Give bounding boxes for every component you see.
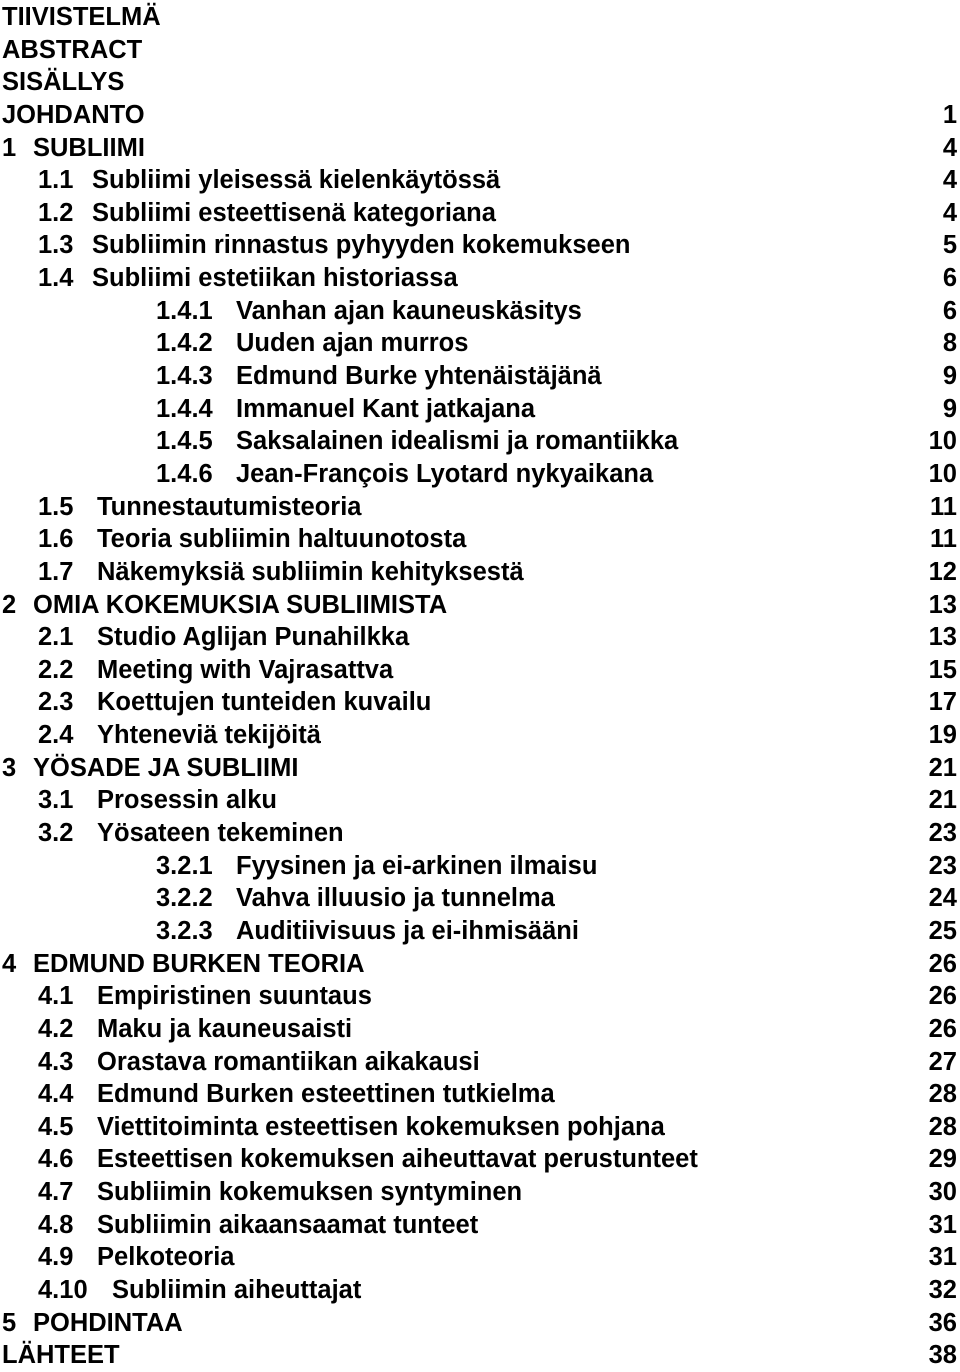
toc-entry-page-number: 13 [928,623,957,652]
toc-entry-page-number: 28 [928,1080,957,1109]
toc-entry-title: Pelkoteoria [97,1243,235,1272]
toc-entry [0,1078,960,1111]
toc-entry-page-number: 4 [942,133,957,162]
toc-entry-title: Edmund Burken esteettinen tutkielma [97,1080,555,1109]
toc-entry-title: POHDINTAA [33,1308,183,1337]
toc-entry [0,360,960,393]
toc-entry-number: 3.2 [38,819,74,848]
toc-entry-title: Koettujen tunteiden kuvailu [97,688,432,717]
toc-entry-page-number: 13 [928,590,957,619]
toc-entry [0,980,960,1013]
toc-entry-number: 1 [2,133,17,162]
toc-entry [0,393,960,426]
toc-entry-number: 4.1 [38,982,74,1011]
toc-entry-number: 1.4.3 [156,362,213,391]
toc-entry [0,556,960,589]
toc-entry [0,458,960,491]
toc-entry-title: Maku ja kauneusaisti [97,1014,353,1043]
toc-entry-number: 1.4 [38,264,74,293]
toc-entry [0,523,960,556]
toc-entry [0,719,960,752]
toc-entry [0,295,960,328]
toc-entry-title: JOHDANTO [2,100,145,129]
toc-entry [0,66,960,99]
toc-entry-page-number: 36 [928,1308,957,1337]
toc-entry-number: 4.4 [38,1080,74,1109]
toc-entry-page-number: 31 [928,1243,957,1272]
toc-entry [0,1046,960,1079]
toc-entry-title: ABSTRACT [2,35,143,64]
toc-entry [0,1274,960,1307]
toc-entry [0,99,960,132]
toc-entry-number: 4.2 [38,1014,74,1043]
toc-entry-page-number: 4 [942,198,957,227]
toc-entry [0,132,960,165]
toc-entry [0,784,960,817]
toc-entry-title: Esteettisen kokemuksen aiheuttavat perustunteet [97,1145,698,1174]
toc-entry-page-number: 30 [928,1178,957,1207]
toc-entry [0,850,960,883]
toc-entry-title: Yösateen tekeminen [97,819,344,848]
toc-entry [0,752,960,785]
toc-entry [0,882,960,915]
toc-entry-title: Vanhan ajan kauneuskäsitys [236,296,582,325]
toc-entry-title: Subliimin aikaansaamat tunteet [97,1210,479,1239]
toc-entry-page-number: 11 [930,492,957,521]
toc-entry-page-number: 17 [928,688,957,717]
toc-entry-page-number: 12 [928,557,957,586]
toc-entry-page-number: 26 [928,949,957,978]
toc-entry-page-number: 6 [942,296,957,325]
toc-entry-number: 3.2.2 [156,884,213,913]
toc-entry-page-number: 15 [928,655,957,684]
toc-entry-title: EDMUND BURKEN TEORIA [33,949,365,978]
toc-entry-title: TIIVISTELMÄ [2,3,161,31]
toc-entry [0,229,960,262]
toc-entry [0,1,960,34]
toc-entry-page-number: 38 [928,1341,957,1370]
toc-entry-number: 2 [2,590,17,619]
toc-entry-page-number: 23 [928,819,957,848]
toc-entry [0,1013,960,1046]
toc-entry-page-number: 9 [942,394,957,423]
toc-entry-number: 1.1 [38,166,74,195]
toc-entry-page-number: 28 [928,1112,957,1141]
toc-entry [0,621,960,654]
toc-entry-title: OMIA KOKEMUKSIA SUBLIIMISTA [33,590,448,619]
toc-entry-page-number: 8 [942,329,957,358]
toc-entry-number: 4.10 [38,1275,88,1304]
toc-entry-number: 4.7 [38,1178,74,1207]
toc-entry [0,1143,960,1176]
toc-entry [0,327,960,360]
toc-entry-title: Teoria subliimin haltuunotosta [97,525,467,554]
toc-entry-page-number: 25 [928,916,957,945]
toc-entry-title: Immanuel Kant jatkajana [236,394,536,423]
toc-entry-title: Tunnestautumisteoria [97,492,362,521]
toc-entry-title: Empiristinen suuntaus [97,982,372,1011]
toc-entry-page-number: 19 [928,721,957,750]
toc-entry [0,197,960,230]
toc-entry [0,1111,960,1144]
toc-entry-page-number: 27 [928,1047,957,1076]
toc-entry [0,915,960,948]
toc-entry-page-number: 11 [930,525,957,554]
toc-entry-number: 2.3 [38,688,74,717]
toc-entry [0,589,960,622]
toc-entry-title: Uuden ajan murros [236,329,469,358]
toc-entry-title: Subliimi estetiikan historiassa [92,264,458,293]
toc-entry-number: 1.4.4 [156,394,213,423]
toc-entry-page-number: 4 [942,166,957,195]
toc-entry-title: Subliimi yleisessä kielenkäytössä [92,166,501,195]
toc-entry-page-number: 5 [942,231,957,260]
toc-entry-title: Vahva illuusio ja tunnelma [236,884,555,913]
toc-entry-number: 5 [2,1308,17,1337]
toc-entry-number: 1.6 [38,525,74,554]
toc-entry-page-number: 21 [928,753,957,782]
toc-entry-number: 1.4.2 [156,329,213,358]
toc-entry-page-number: 9 [942,362,957,391]
toc-entry-page-number: 23 [928,851,957,880]
toc-entry-number: 3.2.1 [156,851,213,880]
toc-entry-number: 4.5 [38,1112,74,1141]
toc-entry-page-number: 10 [928,459,957,488]
toc-entry-number: 1.2 [38,198,74,227]
toc-entry-title: SISÄLLYS [2,68,125,97]
toc-entry-number: 1.4.5 [156,427,213,456]
toc-entry-page-number: 29 [928,1145,957,1174]
toc-entry-page-number: 26 [928,1014,957,1043]
toc-entry-number: 1.4.6 [156,459,213,488]
toc-entry-number: 4.3 [38,1047,74,1076]
toc-entry-page-number: 32 [928,1275,957,1304]
toc-entry-number: 3 [2,753,17,782]
toc-entry [0,1307,960,1340]
toc-entry-number: 2.1 [38,623,74,652]
toc-entry [0,1241,960,1274]
toc-entry [0,1339,960,1372]
toc-entry-number: 4.6 [38,1145,74,1174]
toc-entry [0,1176,960,1209]
toc-entry-title: Viettitoiminta esteettisen kokemuksen pohjana [97,1112,665,1141]
toc-entry-title: Auditiivisuus ja ei-ihmisääni [236,916,579,945]
toc-entry-title: Edmund Burke yhtenäistäjänä [236,362,602,391]
toc-entry-title: Subliimin rinnastus pyhyyden kokemukseen [92,231,631,260]
toc-entry-number: 1.4.1 [156,296,213,325]
toc-entry-title: Prosessin alku [97,786,278,815]
toc-entry-title: LÄHTEET [2,1341,120,1370]
toc-entry-number: 3.1 [38,786,74,815]
toc-entry [0,425,960,458]
toc-entry-page-number: 31 [928,1210,957,1239]
toc-entry-title: Subliimin kokemuksen syntyminen [97,1178,523,1207]
toc-entry-number: 4 [2,949,17,978]
toc-entry-title: Fyysinen ja ei-arkinen ilmaisu [236,851,598,880]
toc-entry-page-number: 24 [928,884,957,913]
toc-entry [0,34,960,67]
toc-entry-page-number: 10 [928,427,957,456]
toc-entry-number: 2.4 [38,721,74,750]
toc-entry-title: Saksalainen idealismi ja romantiikka [236,427,679,456]
toc-entry-number: 4.8 [38,1210,74,1239]
toc-entry [0,1209,960,1242]
toc-entry-number: 3.2.3 [156,916,213,945]
toc-entry-page-number: 26 [928,982,957,1011]
toc-entry-number: 1.3 [38,231,74,260]
toc-entry [0,491,960,524]
toc-entry-title: Subliimin aiheuttajat [112,1275,362,1304]
toc-entry-title: Jean-François Lyotard nykyaikana [236,459,654,488]
toc-entry-number: 1.7 [38,557,74,586]
toc-entry-title: Meeting with Vajrasattva [97,655,394,684]
toc-entry [0,262,960,295]
toc-entry-page-number: 6 [942,264,957,293]
toc-entry-page-number: 1 [942,100,957,129]
toc-entry-title: YÖSADE JA SUBLIIMI [33,753,299,782]
toc-entry-number: 4.9 [38,1243,74,1272]
toc-entry-number: 1.5 [38,492,74,521]
toc-entry [0,654,960,687]
toc-entry-title: SUBLIIMI [33,133,145,162]
toc-entry [0,164,960,197]
toc-entry [0,817,960,850]
toc-entry [0,686,960,719]
toc-entry [0,948,960,981]
toc-entry-title: Orastava romantiikan aikakausi [97,1047,480,1076]
toc-entry-page-number: 21 [928,786,957,815]
toc-entry-title: Studio Aglijan Punahilkka [97,623,410,652]
toc-entry-title: Näkemyksiä subliimin kehityksestä [97,557,524,586]
toc-entry-number: 2.2 [38,655,74,684]
toc-entry-title: Subliimi esteettisenä kategoriana [92,198,496,227]
toc-entry-title: Yhteneviä tekijöitä [97,721,321,750]
